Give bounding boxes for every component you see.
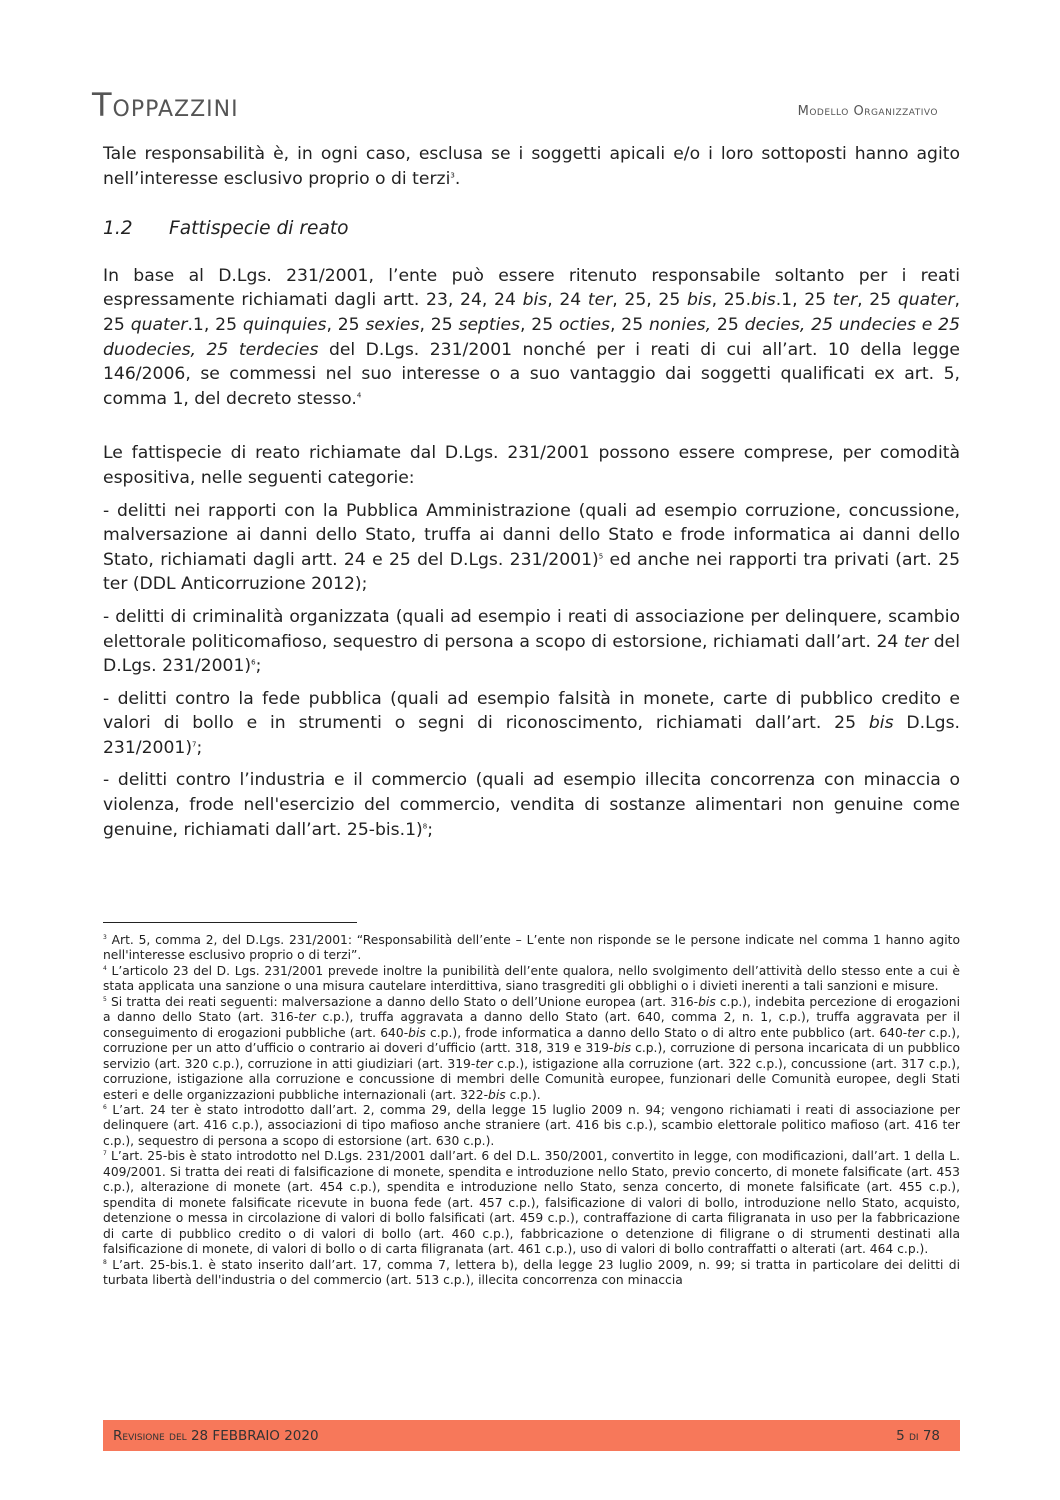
- section-title: Fattispecie di reato: [169, 218, 349, 240]
- footnote-ref[interactable]: 4: [356, 391, 362, 400]
- list-item: - delitti contro l’industria e il commercio (quali ad esempio illecita concorrenza con minaccia o violenza, frode nell'esercizio del commercio, vendita di sostanze alimentari non genuine come genuine, richiamati dall’art. 25-bis.1)$^8$;: [103, 770, 960, 840]
- footnote-ref[interactable]: 3: [450, 170, 455, 179]
- footnote: $^4$ L’articolo 23 del D. Lgs. 231/2001 prevede inoltre la punibilità dell’ente qualora, nello svolgimento dell’attività dello stesso ente a cui è stata applicata una sanzione o una misura cautelare interdittiva, siano trasgrediti gli obblighi o i divieti inerenti a tali sanzioni e misure.: [103, 963, 960, 994]
- section-number: 1.2: [103, 218, 133, 240]
- document-subtitle: Modello Organizzativo: [797, 104, 938, 119]
- page-number: 5 di 78: [896, 1428, 940, 1444]
- section-heading: [103, 217, 960, 242]
- paragraph: Le fattispecie di reato richiamate dal D.Lgs. 231/2001 possono essere comprese, per comodità espositiva, nelle seguenti categorie:: [103, 443, 960, 488]
- list-item: - delitti contro la fede pubblica (quali ad esempio falsità in monete, carte di pubblico credito e valori di bollo e in strumenti o segni di riconoscimento, richiamati dall’art. 25 bis D.Lgs. 231/2001)$^7$;: [103, 688, 960, 758]
- footnote: $^7$ L’art. 25-bis è stato introdotto nel D.Lgs. 231/2001 dall’art. 6 del D.L. 350/2001, convertito in legge, con modificazioni, dall’art. 1 della L. 409/2001. Si tratta dei reati di falsificazione di monete, spendita e introduzione nello Stato, previo concerto, di monete falsificate (art. 453 c.p.), alterazione di monete (art. 454 c.p.), spendita e introduzione nello Stato, senza concerto, di monete falsificate (art. 455 c.p.), spendita di monete falsificate ricevute in buona fede (art. 457 c.p.), falsificazione di valori di bollo, introduzione nello Stato, acquisto, detenzione o messa in circolazione di valori di bollo falsificati (art. 459 c.p.), contraffazione di carta filigranata in uso per la fabbricazione di carte di pubblico credito o di valori di bollo (art. 460 c.p.), fabbricazione o detenzione di filigrane o di strumenti destinati alla falsificazione di monete, di valori di bollo o di carta filigranata (art. 461 c.p.), uso di valori di bollo contraffatti o alterati (art. 464 c.p.).: [103, 1149, 960, 1257]
- footnote: $^5$ Si tratta dei reati seguenti: malversazione a danno dello Stato o dell’Unione europea (art. 316-bis c.p.), indebita percezione di erogazioni a danno dello Stato (art. 316-ter c.p.), truffa aggravata a danno dello Stato (art. 640, comma 2, n. 1, c.p.), truffa aggravata per il conseguimento di erogazioni pubbliche (art. 640-bis c.p.), frode informatica a danno dello Stato o di altro ente pubblico (art. 640-ter c.p.), corruzione per un atto d’ufficio o contrario ai doveri d’ufficio (artt. 318, 319 e 319-bis c.p.), corruzione di persona incaricata di un pubblico servizio (art. 320 c.p.), corruzione in atti giudiziari (art. 319-ter c.p.), istigazione alla corruzione (art. 322 c.p.), concussione (art. 317 c.p.), corruzione, istigazione alla corruzione e concussione di membri delle Comunità europee, funzionari delle Comunità europee, degli Stati esteri e delle organizzazioni pubbliche internazionali (art. 322-bis c.p.).: [103, 994, 961, 1102]
- footnote: $^8$ L’art. 25-bis.1. è stato inserito dall’art. 17, comma 7, lettera b), della legge 23 luglio 2009, n. 99; si tratta in particolare dei delitti di turbata libertà dell'industria o del commercio (art. 513 c.p.), illecita concorrenza con minaccia: [103, 1257, 960, 1287]
- main-text: [103, 142, 960, 842]
- footnote-separator: [103, 922, 357, 923]
- paragraph: In base al D.Lgs. 231/2001, l’ente può essere ritenuto responsabile soltanto per i reati espressamente richiamati dagli artt. 23, 24, 24 bis, 24 ter, 25, 25 bis, 25.bis.1, 25 ter, 25 quater, 25 quater.1, 25 quinquies, 25 sexies, 25 septies, 25 octies, 25 nonies, 25 decies, 25 undecies e 25 duodecies, 25 terdecies del D.Lgs. 231/2001 nonché per i reati di cui all’art. 10 della legge 146/2006, se commessi nel suo interesse o a suo vantaggio dai soggetti qualificati ex art. 5, comma 1, del decreto stesso.$^4$: [103, 265, 961, 409]
- list-item: - delitti nei rapporti con la Pubblica Amministrazione (quali ad esempio corruzione, concussione, malversazione ai danni dello Stato, truffa ai danni dello Stato e frode informatica ai danni dello Stato, richiamati dagli artt. 24 e 25 del D.Lgs. 231/2001)$^5$ ed anche nei rapporti tra privati (art. 25 ter (DDL Anticorruzione 2012);: [103, 500, 961, 595]
- page-header: [92, 86, 938, 126]
- revision-date: Revisione del 28 FEBBRAIO 2020: [113, 1428, 319, 1444]
- footnote: $^6$ L’art. 24 ter è stato introdotto dall’art. 2, comma 29, della legge 15 luglio 2009 n. 94; vengono richiamati i reati di associazione per delinquere (art. 416 c.p.), associazioni di tipo mafioso anche straniere (art. 416 bis c.p.), scambio elettorale politico mafioso (art. 416 ter c.p.), sequestro di persona a scopo di estorsione (art. 630 c.p.).: [103, 1102, 960, 1148]
- company-name: Toppazzini: [92, 86, 239, 124]
- paragraph: Tale responsabilità è, in ogni caso, esclusa se i soggetti apicali e/o i loro sottoposti hanno agito nell’interesse esclusivo proprio o di terzi$^3$.: [103, 144, 960, 189]
- footnote-ref[interactable]: 6: [251, 658, 256, 667]
- footnote-ref[interactable]: 7: [192, 740, 197, 749]
- footnotes: [103, 933, 960, 1288]
- list-item: - delitti di criminalità organizzata (quali ad esempio i reati di associazione per delinquere, scambio elettorale politicomafioso, sequestro di persona a scopo di estorsione, richiamati dall’art. 24 ter del D.Lgs. 231/2001)$^6$;: [103, 606, 960, 677]
- footnote-ref[interactable]: 8: [422, 821, 428, 830]
- footnote: $^3$ Art. 5, comma 2, del D.Lgs. 231/2001: “Responsabilità dell’ente – L’ente non risponde se le persone indicate nel comma 1 hanno agito nell'interesse esclusivo proprio o di terzi”.: [103, 933, 960, 963]
- page-footer: [103, 1420, 960, 1451]
- footnote-ref[interactable]: 5: [598, 551, 604, 560]
